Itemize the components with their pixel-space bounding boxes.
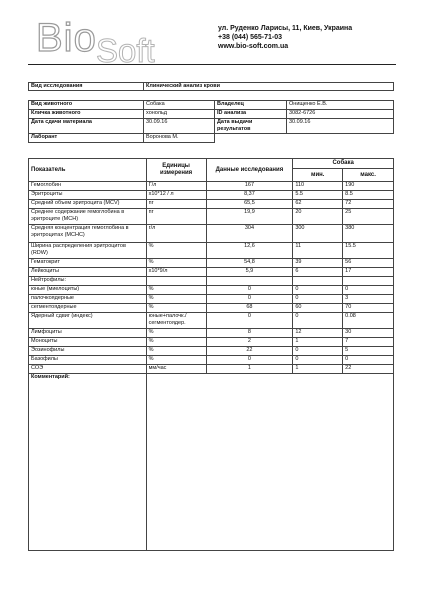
header-reference-species: Собака [293, 159, 394, 169]
result-name: Нейтрофилы: [29, 277, 147, 286]
result-unit [146, 277, 206, 286]
logo-bio-text: Bio [36, 16, 97, 60]
result-ref-max: 56 [343, 259, 394, 268]
result-ref-min [293, 277, 343, 286]
result-value: 167 [206, 182, 293, 191]
result-name: Базофилы [29, 356, 147, 365]
result-row [29, 259, 394, 268]
result-name: Ядерный сдвиг (индекс) [29, 313, 147, 329]
nickname-label: Кличка животного [29, 110, 144, 119]
result-ref-max: 70 [343, 304, 394, 313]
result-ref-min: 1 [293, 365, 343, 374]
result-name: Моноциты [29, 338, 147, 347]
result-ref-min: 1 [293, 338, 343, 347]
result-value: 54,8 [206, 259, 293, 268]
result-unit: % [146, 329, 206, 338]
result-name: Средняя концентрация гемоглобина в эритроцитах (MCHC) [29, 225, 147, 243]
result-row [29, 277, 394, 286]
owner-label: Владелец [215, 101, 287, 110]
result-ref-max [343, 277, 394, 286]
result-value: 12,6 [206, 243, 293, 259]
header-indicator: Показатель [29, 159, 147, 182]
result-row [29, 268, 394, 277]
analysis-id-value: 3082-6726 [287, 110, 394, 119]
result-name: Эозинофилы [29, 347, 147, 356]
result-value: 5,9 [206, 268, 293, 277]
result-ref-min: 6 [293, 268, 343, 277]
result-unit: х10*12 / л [146, 191, 206, 200]
result-row [29, 225, 394, 243]
result-ref-max: 17 [343, 268, 394, 277]
result-ref-min: 0 [293, 286, 343, 295]
result-ref-max: 72 [343, 200, 394, 209]
result-ref-min: 62 [293, 200, 343, 209]
study-type-table [28, 82, 394, 91]
result-ref-min: 110 [293, 182, 343, 191]
result-unit: юные+палочк./ сегментоядер. [146, 313, 206, 329]
result-value: 19,9 [206, 209, 293, 225]
result-name: Эритроциты [29, 191, 147, 200]
lab-tech-label: Лаборант [29, 134, 144, 143]
result-ref-max: 0 [343, 286, 394, 295]
result-ref-min: 39 [293, 259, 343, 268]
species-value: Собака [144, 101, 215, 110]
result-unit: % [146, 338, 206, 347]
result-row [29, 286, 394, 295]
result-name: Средний объем эритроцита (MCV) [29, 200, 147, 209]
result-name: СОЭ [29, 365, 147, 374]
result-row [29, 200, 394, 209]
result-name: Среднее содержание гемоглобина в эритроците (MCH) [29, 209, 147, 225]
date-issued-value: 30.09.16 [287, 119, 394, 134]
result-row [29, 347, 394, 356]
result-name: сегментоядерные [29, 304, 147, 313]
comments-label: Комментарий: [29, 374, 147, 551]
study-type-value: Клинический анализ крови [144, 83, 394, 91]
result-row [29, 191, 394, 200]
result-unit: г/л [146, 225, 206, 243]
result-ref-max: 15.5 [343, 243, 394, 259]
result-name: Лимфоциты [29, 329, 147, 338]
header-divider [28, 64, 396, 65]
date-submitted-value: 30.09.16 [144, 119, 215, 134]
date-issued-label: Дата выдачи результатов [215, 119, 287, 134]
species-label: Вид животного [29, 101, 144, 110]
result-unit: % [146, 243, 206, 259]
result-row [29, 182, 394, 191]
result-name: Гемоглобин [29, 182, 147, 191]
result-ref-max: 0.08 [343, 313, 394, 329]
comments-area [146, 374, 393, 551]
result-ref-max: 3 [343, 295, 394, 304]
result-row [29, 338, 394, 347]
result-ref-min: 11 [293, 243, 343, 259]
analysis-id-label: ID анализа [215, 110, 287, 119]
result-unit: % [146, 295, 206, 304]
result-value: 0 [206, 286, 293, 295]
result-ref-max: 5 [343, 347, 394, 356]
address-phone: +38 (044) 565-71-03 [218, 34, 283, 41]
result-value [206, 277, 293, 286]
result-value: 68 [206, 304, 293, 313]
result-value: 0 [206, 356, 293, 365]
result-value: 304 [206, 225, 293, 243]
result-ref-min: 5.5 [293, 191, 343, 200]
result-ref-max: 190 [343, 182, 394, 191]
result-ref-max: 8.5 [343, 191, 394, 200]
result-unit: % [146, 347, 206, 356]
result-value: 65,5 [206, 200, 293, 209]
result-ref-min: 60 [293, 304, 343, 313]
header-result: Данные исследования [206, 159, 293, 182]
result-row [29, 313, 394, 329]
result-unit: % [146, 304, 206, 313]
result-row [29, 295, 394, 304]
result-ref-min: 300 [293, 225, 343, 243]
result-value: 0 [206, 295, 293, 304]
result-value: 2 [206, 338, 293, 347]
logo-soft-text: Soft [96, 32, 155, 69]
result-row [29, 304, 394, 313]
header-units: Единицы измерения [146, 159, 206, 182]
study-type-label: Вид исследования [29, 83, 144, 91]
header-ref-max: макс. [343, 169, 394, 182]
result-name: Ширина распределения эритроцитов (RDW) [29, 243, 147, 259]
result-value: 22 [206, 347, 293, 356]
result-name: Лейкоциты [29, 268, 147, 277]
result-ref-max: 380 [343, 225, 394, 243]
result-ref-max: 22 [343, 365, 394, 374]
result-unit: пг [146, 209, 206, 225]
result-name: Гематокрит [29, 259, 147, 268]
result-unit: Г/л [146, 182, 206, 191]
result-unit: мм/час [146, 365, 206, 374]
result-ref-min: 0 [293, 356, 343, 365]
result-ref-max: 0 [343, 356, 394, 365]
result-row [29, 209, 394, 225]
result-ref-min: 12 [293, 329, 343, 338]
result-value: 8 [206, 329, 293, 338]
nickname-value: хонольд [144, 110, 215, 119]
result-ref-max: 7 [343, 338, 394, 347]
result-unit: % [146, 259, 206, 268]
result-name: палочкоядерные [29, 295, 147, 304]
result-unit: % [146, 356, 206, 365]
result-value: 8,37 [206, 191, 293, 200]
result-value: 1 [206, 365, 293, 374]
result-ref-min: 0 [293, 347, 343, 356]
result-ref-min: 0 [293, 313, 343, 329]
date-submitted-label: Дата сдачи материала [29, 119, 144, 134]
biosoft-logo [36, 16, 164, 68]
header-ref-min: мин. [293, 169, 343, 182]
result-row [29, 356, 394, 365]
result-unit: x10*9/л [146, 268, 206, 277]
result-ref-max: 25 [343, 209, 394, 225]
empty-cell [215, 134, 394, 143]
patient-info-table [28, 100, 394, 143]
lab-tech-value: Воронова М. [144, 134, 215, 143]
address-website: www.bio-soft.com.ua [218, 43, 289, 50]
result-ref-max: 30 [343, 329, 394, 338]
result-row [29, 243, 394, 259]
address-street: ул. Руденко Ларисы, 11, Киев, Украина [218, 25, 353, 32]
result-row [29, 329, 394, 338]
result-value: 0 [206, 313, 293, 329]
result-row [29, 365, 394, 374]
lab-address-block [218, 24, 352, 51]
result-ref-min: 0 [293, 295, 343, 304]
result-name: юные (миелоциты) [29, 286, 147, 295]
result-unit: пг [146, 200, 206, 209]
result-unit: % [146, 286, 206, 295]
results-table [28, 158, 394, 551]
result-ref-min: 20 [293, 209, 343, 225]
owner-value: Онищенко Е.В. [287, 101, 394, 110]
